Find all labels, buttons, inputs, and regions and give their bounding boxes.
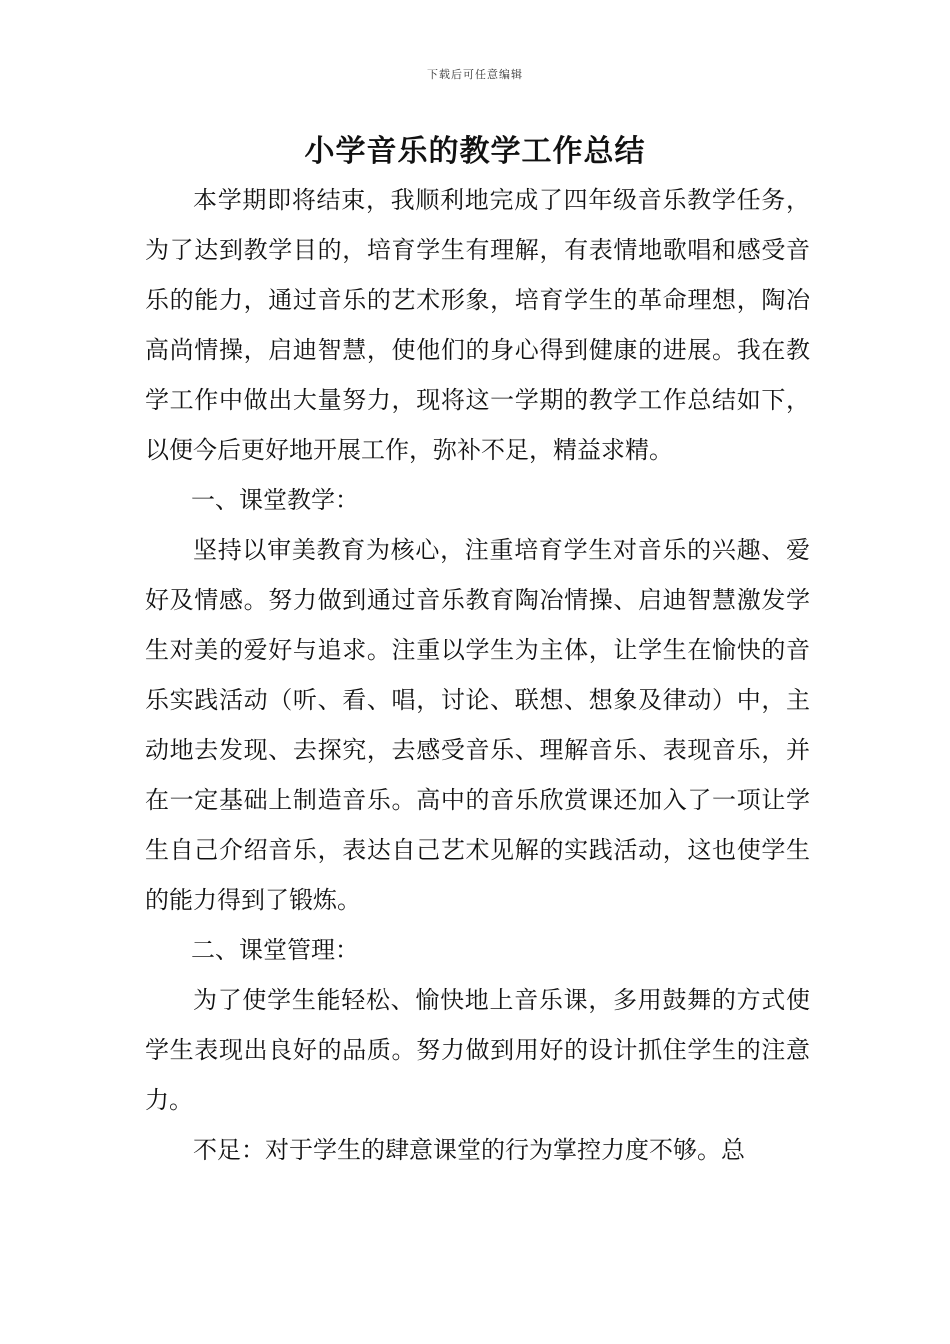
page-title: 小学音乐的教学工作总结 — [304, 134, 646, 169]
intro-paragraph: 本学期即将结束，我顺利地完成了四年级音乐教学任务，为了达到教学目的，培育学生有理解，有表情地歌唱和感受音乐的能力，通过音乐的艺术形象，培育学生的革命理想，陶冶高尚情操，启迪智慧，使他们的身心得到健康的进展。我在教学工作中做出大量努力，现将这一学期的教学工作总结如下，以便今后更好地开展工作，弥补不足，精益求精。 — [145, 186, 810, 464]
section-heading-classroom-teaching: 一、课堂教学： — [191, 486, 359, 514]
shortcoming-paragraph: 不足：对于学生的肆意课堂的行为掌控力度不够。总 — [193, 1136, 745, 1164]
document-body — [145, 175, 810, 1175]
header-note: 下载后可任意编辑 — [427, 68, 523, 81]
section-heading-classroom-management: 二、课堂管理： — [191, 936, 359, 964]
classroom-teaching-paragraph: 坚持以审美教育为核心，注重培育学生对音乐的兴趣、爱好及情感。努力做到通过音乐教育陶冶情操、启迪智慧激发学生对美的爱好与追求。注重以学生为主体，让学生在愉快的音乐实践活动（听、看、唱，讨论、联想、想象及律动）中，主动地去发现、去探究，去感受音乐、理解音乐、表现音乐，并在一定基础上制造音乐。高中的音乐欣赏课还加入了一项让学生自己介绍音乐，表达自己艺术见解的实践活动，这也使学生的能力得到了锻炼。 — [145, 536, 810, 914]
classroom-management-paragraph: 为了使学生能轻松、愉快地上音乐课，多用鼓舞的方式使学生表现出良好的品质。努力做到用好的设计抓住学生的注意力。 — [145, 986, 810, 1114]
